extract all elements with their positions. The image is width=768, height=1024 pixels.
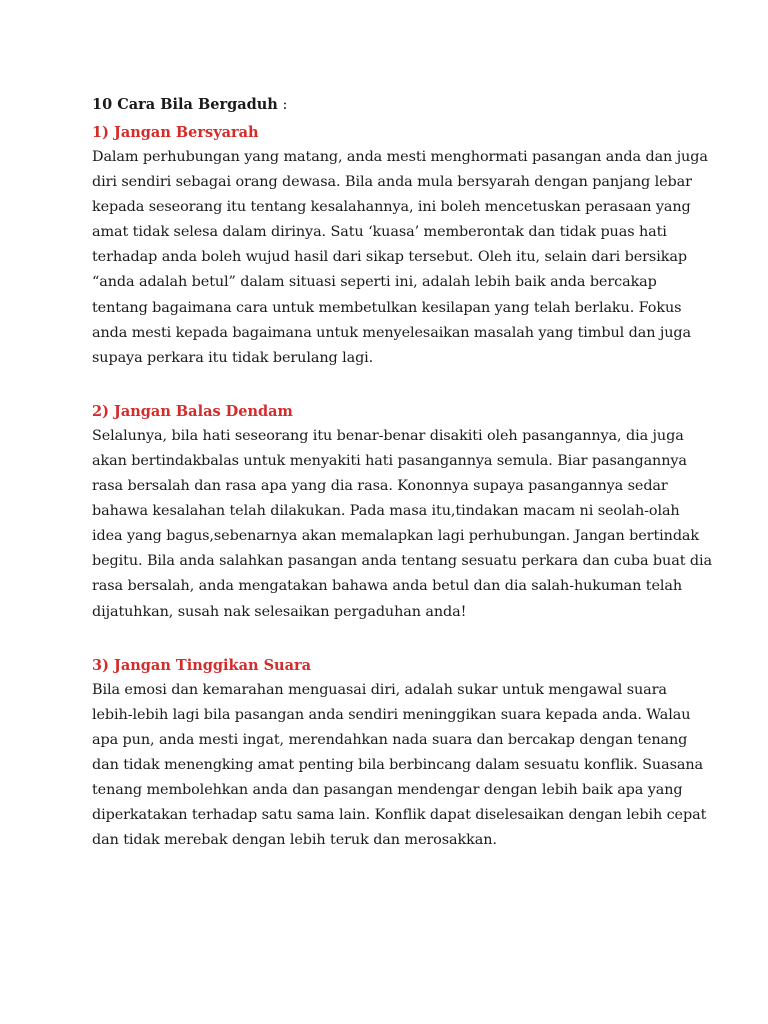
section-heading: 1) Jangan Bersyarah [92,124,259,141]
text-line: diri sendiri sebagai orang dewasa. Bila anda mula bersyarah dengan panjang lebar [92,174,692,191]
text-line: dijatuhkan, susah nak selesaikan pergaduhan anda! [92,603,467,620]
text-line: bahawa kesalahan telah dilakukan. Pada masa itu,tindakan macam ni seolah-olah [92,503,680,520]
text-line: dan tidak menengking amat penting bila berbincang dalam sesuatu konflik. Suasana [92,756,703,773]
text-line: apa pun, anda mesti ingat, merendahkan nada suara dan bercakap dengan tenang [92,731,688,748]
document-title-suffix: : [277,97,288,113]
text-line: Bila emosi dan kemarahan menguasai diri, adalah sukar untuk mengawal suara [92,681,667,698]
text-line: tentang bagaimana cara untuk membetulkan kesilapan yang telah berlaku. Fokus [92,299,682,316]
document-title-text: 10 Cara Bila Bergaduh [92,96,278,113]
text-line: Dalam perhubungan yang matang, anda mesti menghormati pasangan anda dan juga [92,149,708,165]
document-title [92,92,682,118]
text-line: dan tidak merebak dengan lebih teruk dan merosakkan. [92,832,497,849]
text-line: rasa bersalah, anda mengatakan bahawa anda betul dan dia salah-hukuman telah [92,578,683,595]
section-body [92,145,708,371]
text-line: tenang membolehkan anda dan pasangan mendengar dengan lebih baik apa yang [92,781,683,798]
section-body [92,678,707,854]
section-heading: 3) Jangan Tinggikan Suara [92,656,312,674]
text-line: rasa bersalah dan rasa apa yang dia rasa. Kononnya supaya pasangannya sedar [92,478,668,495]
text-line: idea yang bagus,sebenarnya akan memalapkan lagi perhubungan. Jangan bertindak [92,528,700,545]
text-line: akan bertindakbalas untuk menyakiti hati pasangannya semula. Biar pasangannya [92,452,687,469]
text-line: supaya perkara itu tidak berulang lagi. [92,349,374,366]
section-2 [92,399,712,625]
text-line: terhadap anda boleh wujud hasil dari sikap tersebut. Oleh itu, selain dari bersikap [92,249,687,266]
text-line: “anda adalah betul” dalam situasi seperti ini, adalah lebih baik anda bercakap [92,274,657,291]
text-line: amat tidak selesa dalam dirinya. Satu ‘kuasa’ memberontak dan tidak puas hati [92,224,667,241]
document-page [92,92,712,853]
text-line: kepada seseorang itu tentang kesalahannya, ini boleh mencetuskan perasaan yang [92,199,691,216]
text-line: lebih-lebih lagi bila pasangan anda sendiri meninggikan suara kepada anda. Walau [92,706,691,723]
section-1 [92,120,708,371]
section-3 [92,653,707,854]
text-line: anda mesti kepada bagaimana untuk menyelesaikan masalah yang timbul dan juga [92,324,691,341]
text-line: begitu. Bila anda salahkan pasangan anda tentang sesuatu perkara dan cuba buat dia [92,553,712,570]
text-line: diperkatakan terhadap satu sama lain. Konflik dapat diselesaikan dengan lebih cepat [92,807,707,824]
text-line: Selalunya, bila hati seseorang itu benar-benar disakiti oleh pasangannya, dia juga [92,427,684,444]
section-body [92,424,712,625]
section-heading: 2) Jangan Balas Dendam [92,402,293,420]
